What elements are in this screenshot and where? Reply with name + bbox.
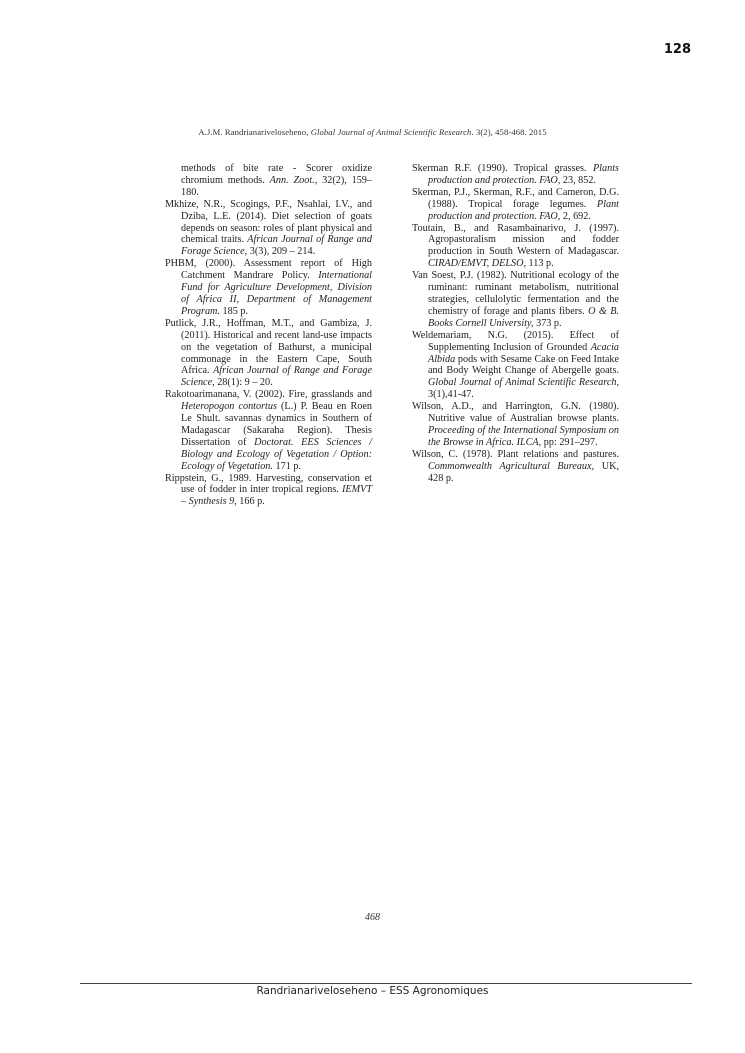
- reference-entry: Putlick, J.R., Hoffman, M.T., and Gambiza, J. (2011). Historical and recent land-use impacts on the vegetation of Bathurst, a municipal commonage in the Eastern Cape, South Africa. African Journal of Range and Forage Science, 28(1): 9 – 20.: [165, 317, 372, 389]
- page-number: 128: [663, 42, 691, 57]
- reference-entry: Wilson, C. (1978). Plant relations and pastures. Commonwealth Agricultural Bureaux, UK, 428 p.: [412, 448, 619, 484]
- reference-entry: PHBM, (2000). Assessment report of High Catchment Mandrare Policy. International Fund for Agriculture Development, Division of Africa II, Department of Management Program. 185 p.: [165, 258, 372, 317]
- references-right-column: [412, 163, 619, 484]
- reference-entry: Rippstein, G., 1989. Harvesting, conservation et use of fodder in inter tropical regions. IEMVT – Synthesis 9, 166 p.: [165, 472, 372, 508]
- page-footer: Randrianarivelosehenо – ESS Agronomiques: [256, 985, 489, 997]
- header-journal: Global Journal of Animal Scientific Research: [310, 127, 472, 137]
- reference-entry: Rakotoarimanana, V. (2002). Fire, grasslands and Heteropogon contortus (L.) P. Beau en Roen Le Shult. savannas dynamics in Southern of Madagascar (Sakaraha Region). Thesis Dissertation of Doctorat. EES Sciences / Biology and Ecology of Vegetation / Option: Ecology of Vegetation. 171 p.: [165, 389, 372, 472]
- reference-entry: Wilson, A.D., and Harrington, G.N. (1980). Nutritive value of Australian browse plants. Proceeding of the International Symposium on the Browse in Africa. ILCA, pp: 291–297.: [412, 401, 619, 448]
- header-volume: . 3(2), 458-468. 2015: [471, 127, 547, 137]
- reference-entry: Van Soest, P.J. (1982). Nutritional ecology of the ruminant: ruminant metabolism, nutritional strategies, cellulolytic fermentation and the chemistry of forage and plants fibers. O & B. Books Cornell University, 373 p.: [412, 270, 619, 329]
- reference-entry: Toutain, B., and Rasambainarivo, J. (1997). Agropastoralism mission and fodder production in South Western of Madagascar. CIRAD/EMVT, DELSO, 113 p.: [412, 222, 619, 270]
- folio-page-number: 468: [365, 912, 380, 923]
- reference-entry: methods of bite rate - Scorer oxidize chromium methods. Ann. Zoot., 32(2), 159–180.: [181, 163, 372, 198]
- reference-entry: Mkhize, N.R., Scogings, P.F., Nsahlai, I.V., and Dziba, L.E. (2014). Diet selection of goats depends on season: roles of plant physical and chemical traits. African Journal of Range and Forage Science, 3(3), 209 – 214.: [165, 198, 372, 258]
- reference-entry: Skerman, P.J., Skerman, R.F., and Cameron, D.G. (1988). Tropical forage legumes. Plant production and protection. FAO, 2, 692.: [412, 186, 619, 222]
- header-authors: A.J.M. Randrianarivelosehenо,: [198, 127, 311, 137]
- footer-divider: [80, 983, 692, 984]
- references-left-column: [165, 163, 372, 508]
- reference-entry: Weldemariam, N.G. (2015). Effect of Supplementing Inclusion of Grounded Acacia Albida pods with Sesame Cake on Feed Intake and Body Weight Change of Abergelle goats. Global Journal of Animal Scientific Research, 3(1),41-47.: [412, 329, 619, 401]
- reference-entry: Skerman R.F. (1990). Tropical grasses. Plants production and protection. FAO, 23, 852.: [412, 163, 619, 186]
- running-header: [0, 127, 745, 137]
